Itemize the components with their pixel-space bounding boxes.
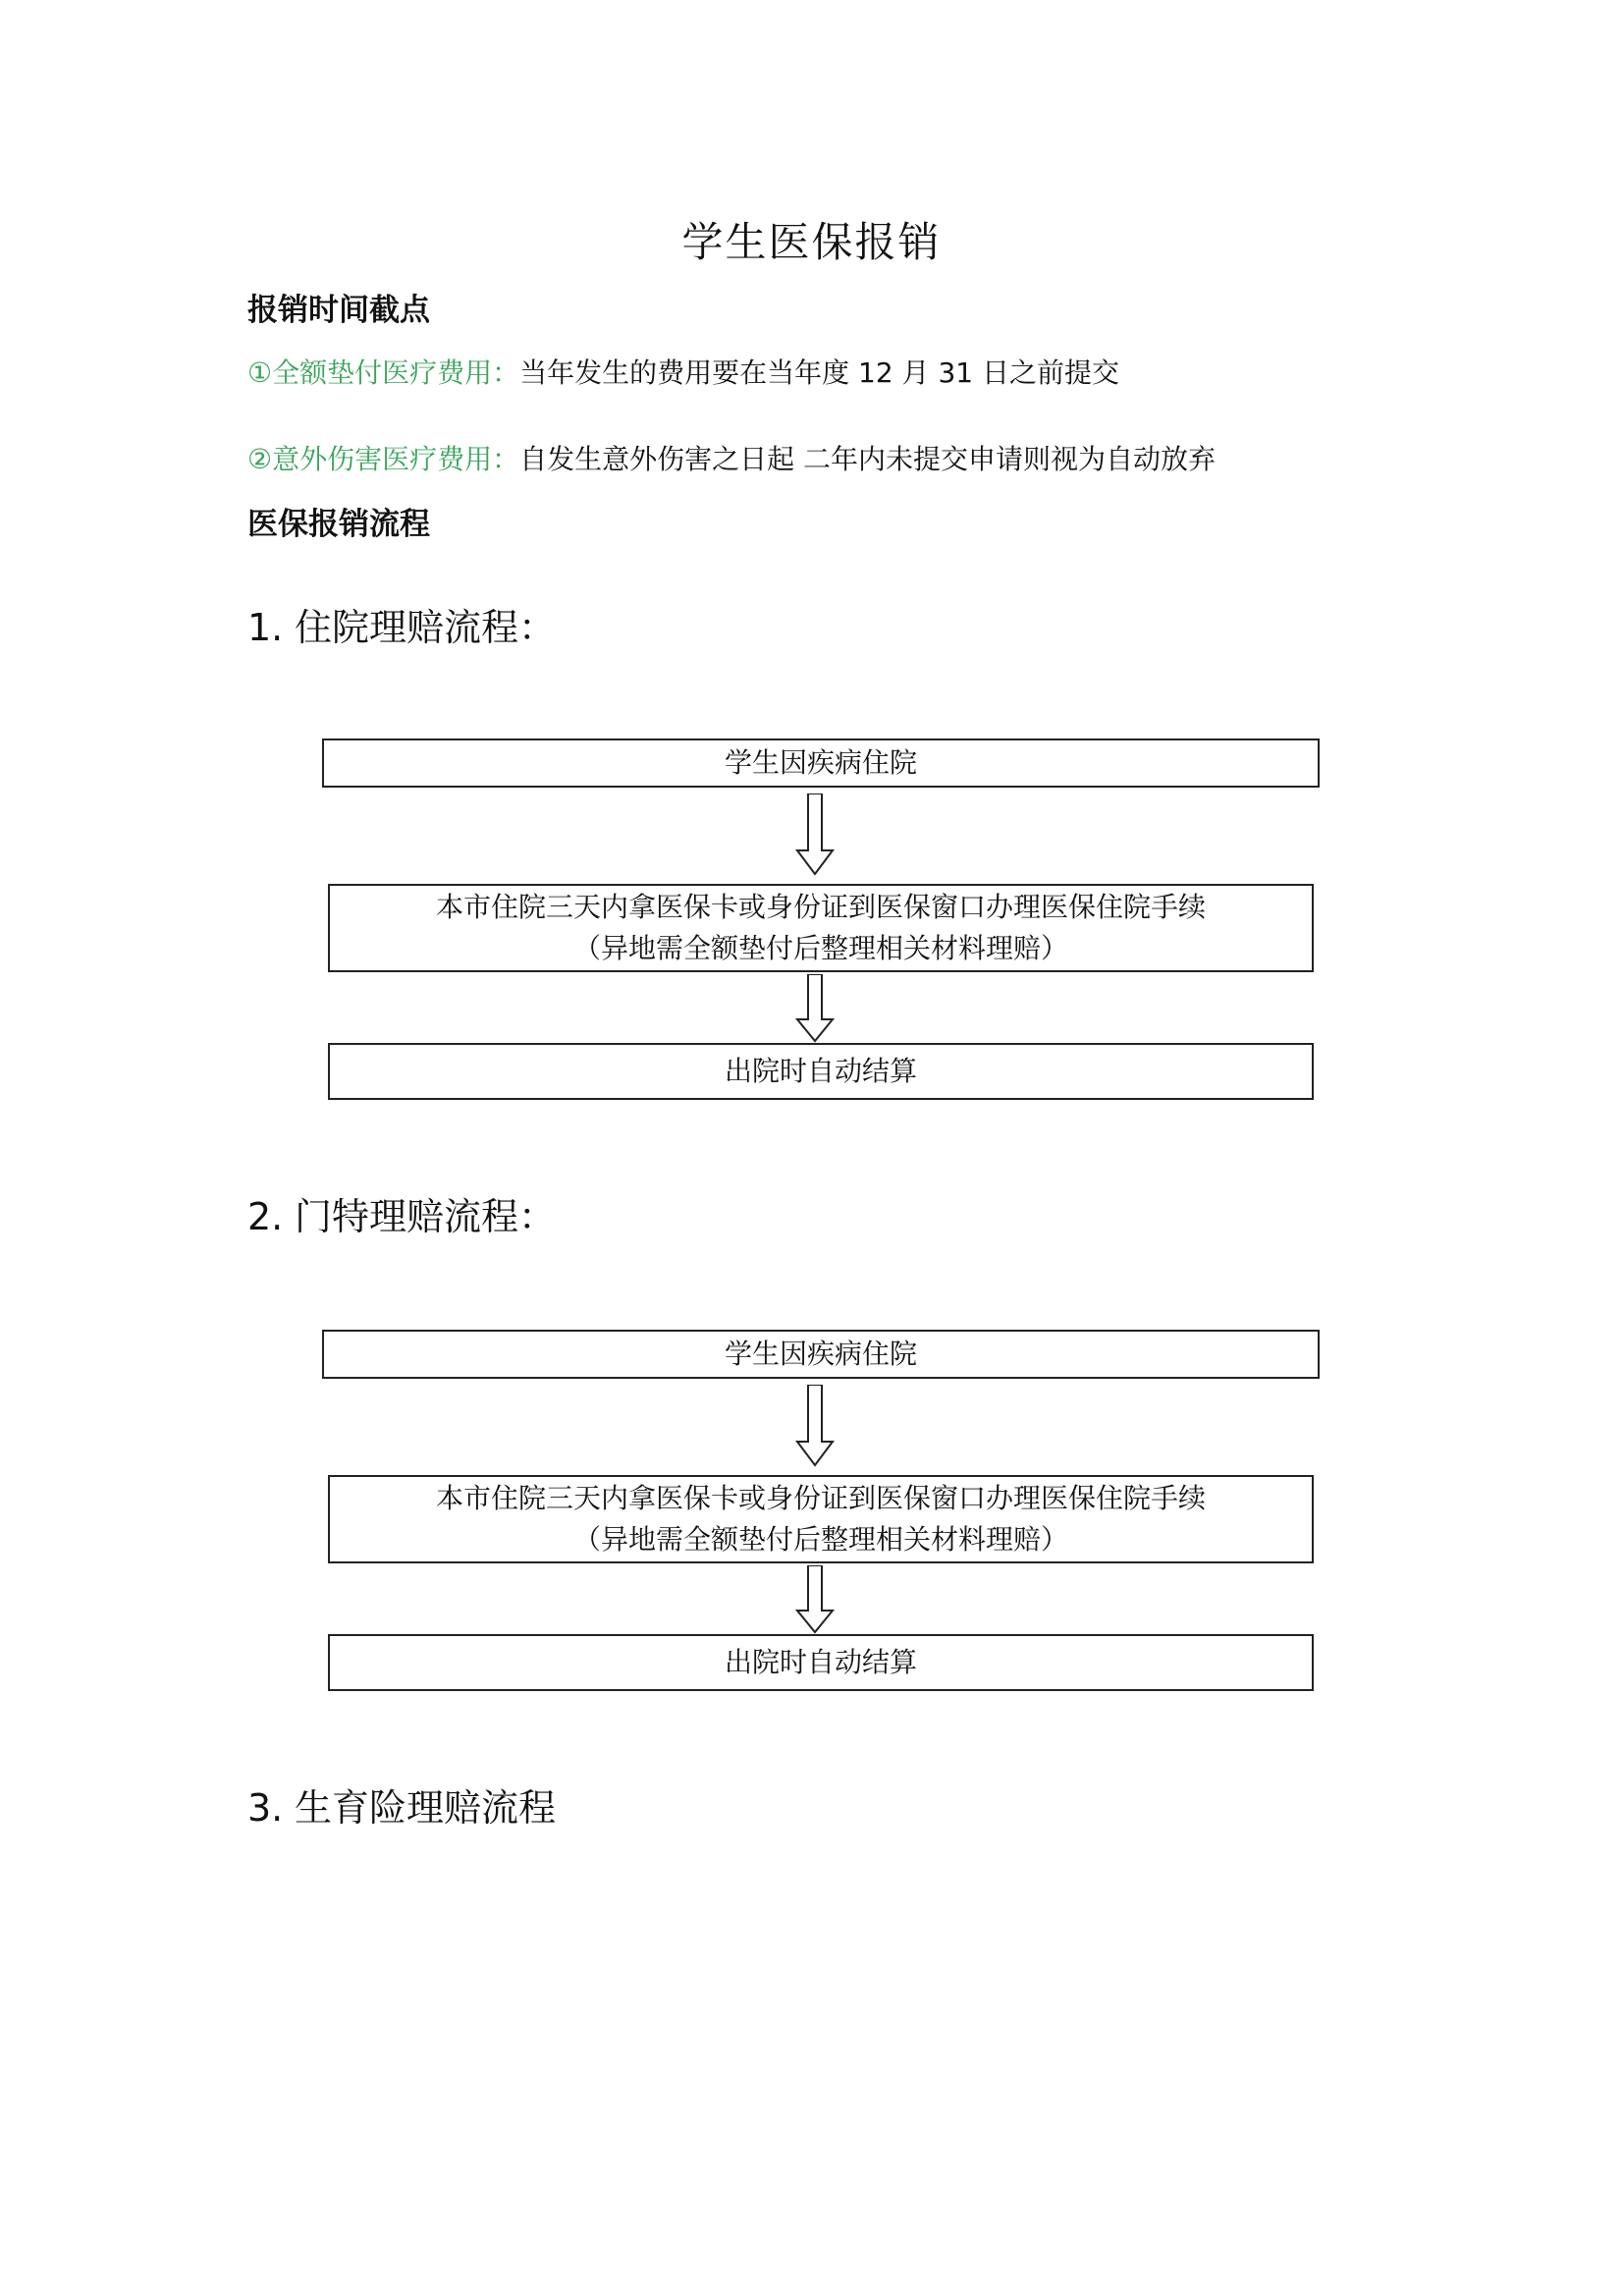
process-heading: 医保报销流程 — [247, 507, 430, 542]
flow-step — [328, 884, 1314, 972]
flow-step — [322, 738, 1320, 788]
flow-step-text: 出院时自动结算 — [724, 1646, 917, 1678]
section-title: 门特理赔流程： — [295, 1195, 557, 1238]
down-arrow-icon — [795, 974, 835, 1043]
section-number: 2. — [247, 1195, 284, 1238]
down-arrow-icon — [795, 1385, 835, 1467]
deadline-item — [247, 438, 1216, 477]
page-title: 学生医保报销 — [681, 218, 942, 266]
down-arrow-icon — [795, 793, 835, 876]
flow-step-note: （异地需全额垫付后整理相关材料理赔） — [572, 932, 1068, 964]
deadline-text: 自发生意外伤害之日起 二年内未提交申请则视为自动放弃 — [519, 443, 1217, 475]
flow-step-note: （异地需全额垫付后整理相关材料理赔） — [572, 1523, 1068, 1556]
flow-step — [328, 1043, 1314, 1100]
down-arrow-icon — [795, 1565, 835, 1634]
deadline-heading: 报销时间截点 — [247, 293, 430, 328]
deadline-text: 当年发生的费用要在当年度 12 月 31 日之前提交 — [519, 356, 1119, 389]
flow-step-text: 学生因疾病住院 — [724, 746, 917, 779]
section-heading — [247, 1186, 556, 1240]
section-heading — [247, 597, 556, 651]
flow-step-text: 学生因疾病住院 — [724, 1338, 917, 1370]
deadline-label: ②意外伤害医疗费用： — [247, 443, 520, 475]
deadline-label: ①全额垫付医疗费用： — [247, 356, 520, 389]
section-number: 3. — [247, 1786, 284, 1830]
flow-step — [322, 1330, 1320, 1379]
deadline-item — [247, 352, 1119, 391]
section-title: 生育险理赔流程 — [295, 1786, 557, 1830]
flow-step-text: 出院时自动结算 — [724, 1055, 917, 1087]
section-heading — [247, 1777, 556, 1831]
section-title: 住院理赔流程： — [295, 606, 557, 649]
section-number: 1. — [247, 606, 284, 649]
flow-step-text: 本市住院三天内拿医保卡或身份证到医保窗口办理医保住院手续 — [435, 1482, 1206, 1514]
flow-step — [328, 1634, 1314, 1691]
flow-step — [328, 1475, 1314, 1563]
flow-step-text: 本市住院三天内拿医保卡或身份证到医保窗口办理医保住院手续 — [435, 891, 1206, 923]
